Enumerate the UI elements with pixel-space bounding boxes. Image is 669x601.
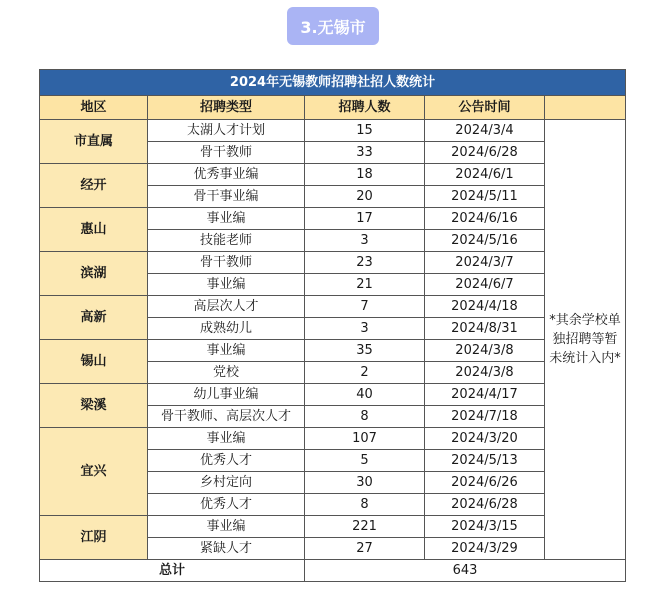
count-cell: 30 [305, 472, 425, 494]
date-cell: 2024/6/28 [425, 142, 545, 164]
type-cell: 事业编 [148, 340, 305, 362]
column-header-count: 招聘人数 [305, 96, 425, 120]
region-cell: 锡山 [40, 340, 148, 384]
date-cell: 2024/6/28 [425, 494, 545, 516]
type-cell: 幼儿事业编 [148, 384, 305, 406]
count-cell: 15 [305, 120, 425, 142]
date-cell: 2024/8/31 [425, 318, 545, 340]
type-cell: 乡村定向 [148, 472, 305, 494]
column-header-date: 公告时间 [425, 96, 545, 120]
total-label: 总计 [40, 560, 305, 582]
count-cell: 3 [305, 318, 425, 340]
table-row [40, 516, 626, 538]
section-badge: 3.无锡市 [287, 7, 379, 45]
count-cell: 20 [305, 186, 425, 208]
type-cell: 优秀人才 [148, 494, 305, 516]
count-cell: 5 [305, 450, 425, 472]
type-cell: 骨干教师 [148, 252, 305, 274]
table-row [40, 428, 626, 450]
date-cell: 2024/6/26 [425, 472, 545, 494]
region-cell: 梁溪 [40, 384, 148, 428]
type-cell: 党校 [148, 362, 305, 384]
count-cell: 221 [305, 516, 425, 538]
note-cell: *其余学校单独招聘等暂未统计入内* [545, 120, 626, 560]
count-cell: 40 [305, 384, 425, 406]
type-cell: 紧缺人才 [148, 538, 305, 560]
count-cell: 18 [305, 164, 425, 186]
count-cell: 17 [305, 208, 425, 230]
date-cell: 2024/3/20 [425, 428, 545, 450]
date-cell: 2024/6/16 [425, 208, 545, 230]
count-cell: 23 [305, 252, 425, 274]
recruitment-table [39, 69, 626, 582]
type-cell: 优秀人才 [148, 450, 305, 472]
region-cell: 江阴 [40, 516, 148, 560]
date-cell: 2024/3/8 [425, 362, 545, 384]
date-cell: 2024/3/29 [425, 538, 545, 560]
table-title: 2024年无锡教师招聘社招人数统计 [40, 70, 626, 96]
region-cell: 惠山 [40, 208, 148, 252]
region-cell: 滨湖 [40, 252, 148, 296]
count-cell: 33 [305, 142, 425, 164]
table-row [40, 208, 626, 230]
date-cell: 2024/4/18 [425, 296, 545, 318]
type-cell: 事业编 [148, 274, 305, 296]
type-cell: 技能老师 [148, 230, 305, 252]
date-cell: 2024/3/15 [425, 516, 545, 538]
count-cell: 21 [305, 274, 425, 296]
date-cell: 2024/3/4 [425, 120, 545, 142]
table-row [40, 252, 626, 274]
count-cell: 107 [305, 428, 425, 450]
type-cell: 太湖人才计划 [148, 120, 305, 142]
table-row [40, 164, 626, 186]
date-cell: 2024/3/7 [425, 252, 545, 274]
date-cell: 2024/6/1 [425, 164, 545, 186]
column-header-note [545, 96, 626, 120]
type-cell: 成熟幼儿 [148, 318, 305, 340]
date-cell: 2024/5/13 [425, 450, 545, 472]
region-cell: 高新 [40, 296, 148, 340]
type-cell: 事业编 [148, 428, 305, 450]
region-cell: 市直属 [40, 120, 148, 164]
table-row [40, 120, 626, 142]
type-cell: 优秀事业编 [148, 164, 305, 186]
table-body [40, 120, 626, 582]
column-header-type: 招聘类型 [148, 96, 305, 120]
total-value: 643 [305, 560, 626, 582]
total-row [40, 560, 626, 582]
date-cell: 2024/6/7 [425, 274, 545, 296]
region-cell: 经开 [40, 164, 148, 208]
column-header-region: 地区 [40, 96, 148, 120]
count-cell: 7 [305, 296, 425, 318]
table-row [40, 384, 626, 406]
count-cell: 35 [305, 340, 425, 362]
count-cell: 8 [305, 406, 425, 428]
count-cell: 8 [305, 494, 425, 516]
table-row [40, 296, 626, 318]
type-cell: 骨干教师 [148, 142, 305, 164]
date-cell: 2024/7/18 [425, 406, 545, 428]
count-cell: 2 [305, 362, 425, 384]
type-cell: 事业编 [148, 208, 305, 230]
date-cell: 2024/5/11 [425, 186, 545, 208]
type-cell: 骨干事业编 [148, 186, 305, 208]
count-cell: 3 [305, 230, 425, 252]
table-row [40, 340, 626, 362]
type-cell: 骨干教师、高层次人才 [148, 406, 305, 428]
type-cell: 高层次人才 [148, 296, 305, 318]
date-cell: 2024/5/16 [425, 230, 545, 252]
date-cell: 2024/4/17 [425, 384, 545, 406]
date-cell: 2024/3/8 [425, 340, 545, 362]
count-cell: 27 [305, 538, 425, 560]
type-cell: 事业编 [148, 516, 305, 538]
region-cell: 宜兴 [40, 428, 148, 516]
table-header-row [40, 96, 626, 120]
